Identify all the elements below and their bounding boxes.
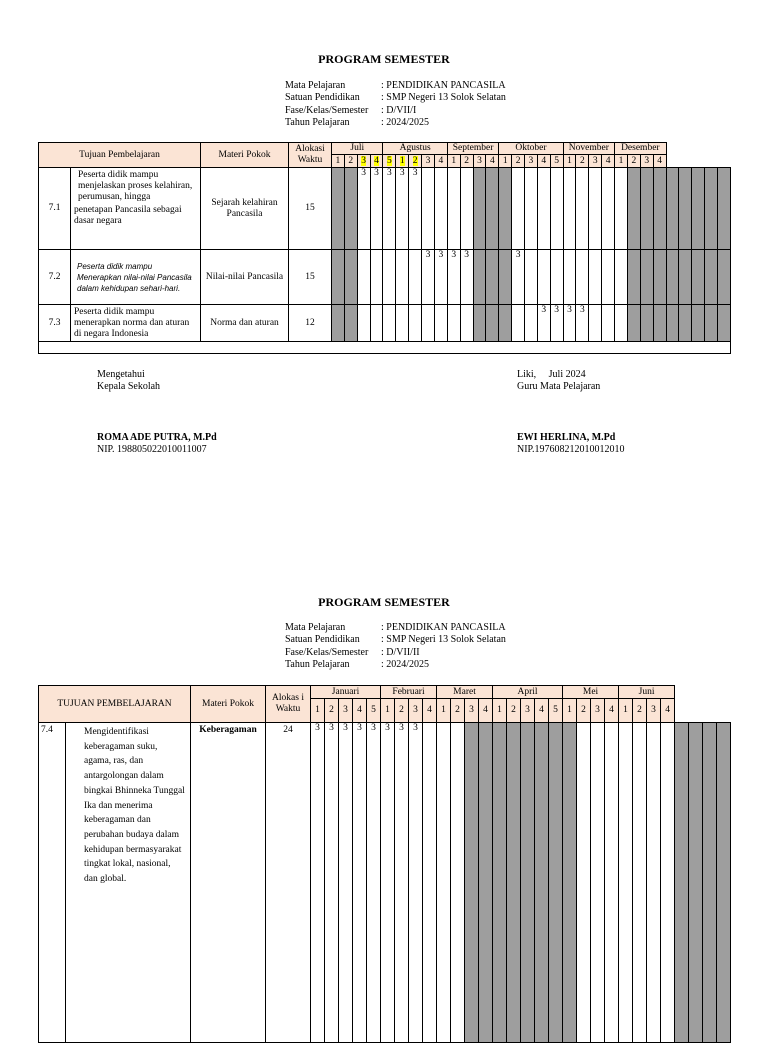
week-cell bbox=[615, 305, 628, 342]
week-cell bbox=[653, 305, 666, 342]
week-header: 1 bbox=[381, 699, 395, 723]
tp-cell: Peserta didik mampu Menerapkan nilai-nilai Pancasila dalam kehidupan sehari-hari. bbox=[71, 250, 201, 305]
meta-row bbox=[285, 622, 506, 634]
week-highlight: 1 bbox=[399, 155, 405, 166]
week-cell bbox=[479, 723, 493, 1043]
week-cell bbox=[525, 250, 538, 305]
week-cell bbox=[434, 305, 447, 342]
week-cell bbox=[537, 250, 550, 305]
meta-value: : 2024/2025 bbox=[381, 658, 430, 670]
week-cell bbox=[705, 305, 718, 342]
week-cell bbox=[640, 250, 653, 305]
materi-cell: Keberagaman bbox=[191, 723, 266, 1043]
week-cell bbox=[437, 723, 451, 1043]
week-header: 1 bbox=[499, 155, 512, 168]
week-header: 5 bbox=[550, 155, 563, 168]
meta-label: Mata Pelajaran bbox=[285, 622, 346, 633]
meta-label: Fase/Kelas/Semester bbox=[285, 646, 369, 658]
week-cell bbox=[396, 305, 409, 342]
week-cell bbox=[692, 250, 705, 305]
week-cell bbox=[653, 168, 666, 250]
week-header: 2 bbox=[507, 699, 521, 723]
semester-table-2 bbox=[38, 685, 731, 1043]
week-cell bbox=[689, 723, 703, 1043]
row-number: 7.4 bbox=[39, 723, 66, 1043]
week-cell bbox=[633, 723, 647, 1043]
row-number: 7.1 bbox=[39, 168, 71, 250]
week-header: 5 bbox=[549, 699, 563, 723]
week-cell bbox=[383, 305, 396, 342]
week-cell bbox=[460, 305, 473, 342]
month-header: November bbox=[563, 143, 614, 155]
week-cell bbox=[521, 723, 535, 1043]
month-header: Juni bbox=[619, 686, 675, 699]
meta-value: : SMP Negeri 13 Solok Selatan bbox=[381, 92, 506, 104]
week-cell: 3 bbox=[409, 723, 423, 1043]
month-header: Februari bbox=[381, 686, 437, 699]
week-cell: 3 bbox=[383, 168, 396, 250]
week-cell bbox=[370, 250, 383, 305]
page2-meta bbox=[285, 622, 506, 671]
week-cell: 3 bbox=[353, 723, 367, 1043]
week-cell bbox=[409, 305, 422, 342]
alokasi-cell: 24 bbox=[266, 723, 311, 1043]
week-cell bbox=[447, 305, 460, 342]
week-header: 3 bbox=[647, 699, 661, 723]
alokasi-cell: 15 bbox=[289, 168, 332, 250]
week-cell bbox=[383, 250, 396, 305]
month-header: April bbox=[493, 686, 563, 699]
sign-name: ROMA ADE PUTRA, M.Pd bbox=[97, 431, 217, 443]
header-alokasi: Alokas i Waktu bbox=[266, 686, 311, 723]
meta-label: Tahun Pelajaran bbox=[285, 116, 350, 128]
meta-row bbox=[285, 647, 506, 659]
meta-label: Fase/Kelas/Semester bbox=[285, 104, 369, 116]
header-alokasi: Alokasi Waktu bbox=[289, 143, 332, 168]
month-header: Mei bbox=[563, 686, 619, 699]
week-header: 1 bbox=[563, 155, 576, 168]
week-cell bbox=[679, 250, 692, 305]
week-cell bbox=[332, 305, 345, 342]
meta-row bbox=[285, 117, 506, 129]
week-cell bbox=[589, 250, 602, 305]
meta-row bbox=[285, 80, 506, 92]
week-cell: 3 bbox=[357, 168, 370, 250]
week-cell: 3 bbox=[434, 250, 447, 305]
week-cell bbox=[640, 305, 653, 342]
week-cell: 3 bbox=[537, 305, 550, 342]
week-header: 2 bbox=[577, 699, 591, 723]
sign-nip: NIP.197608212010012010 bbox=[517, 443, 625, 455]
week-cell bbox=[653, 250, 666, 305]
materi-cell: Sejarah kelahiran Pancasila bbox=[201, 168, 289, 250]
week-cell bbox=[473, 168, 486, 250]
week-header: 3 bbox=[409, 699, 423, 723]
meta-row bbox=[285, 105, 506, 117]
month-header: September bbox=[447, 143, 498, 155]
week-cell bbox=[666, 250, 679, 305]
week-cell bbox=[473, 305, 486, 342]
week-cell: 3 bbox=[370, 168, 383, 250]
week-cell: 3 bbox=[396, 168, 409, 250]
week-cell bbox=[344, 250, 357, 305]
week-header: 1 bbox=[311, 699, 325, 723]
week-header: 2 bbox=[395, 699, 409, 723]
materi-cell: Norma dan aturan bbox=[201, 305, 289, 342]
week-cell bbox=[396, 250, 409, 305]
meta-label: Satuan Pendidikan bbox=[285, 634, 360, 646]
week-header: 4 bbox=[537, 155, 550, 168]
week-cell bbox=[486, 250, 499, 305]
week-cell bbox=[423, 723, 437, 1043]
week-header: 1 bbox=[563, 699, 577, 723]
week-cell bbox=[357, 250, 370, 305]
row-number: 7.2 bbox=[39, 250, 71, 305]
empty-row bbox=[39, 342, 731, 354]
week-cell bbox=[705, 250, 718, 305]
week-cell bbox=[679, 168, 692, 250]
week-cell bbox=[434, 168, 447, 250]
sign-line1: Mengetahui bbox=[97, 369, 145, 380]
meta-value: : D/VII/II bbox=[381, 646, 420, 658]
week-cell: 3 bbox=[409, 168, 422, 250]
week-cell bbox=[332, 250, 345, 305]
month-header: Agustus bbox=[383, 143, 447, 155]
week-header: 1 bbox=[437, 699, 451, 723]
week-cell bbox=[605, 723, 619, 1043]
week-cell bbox=[563, 250, 576, 305]
week-cell bbox=[512, 305, 525, 342]
week-header: 3 bbox=[521, 699, 535, 723]
header-materi: Materi Pokok bbox=[191, 686, 266, 723]
week-header: 2 bbox=[627, 155, 640, 168]
sign-line1: Liki, Juli 2024 bbox=[517, 369, 586, 380]
month-header: Juli bbox=[332, 143, 383, 155]
week-cell bbox=[576, 168, 589, 250]
week-cell bbox=[332, 168, 345, 250]
week-cell bbox=[589, 168, 602, 250]
week-cell bbox=[627, 168, 640, 250]
sign-nip: NIP. 198805022010011007 bbox=[97, 443, 207, 455]
tp-text: Peserta didik mampu menjelaskan proses kelahiran, perumusan, hingga bbox=[78, 170, 193, 202]
week-header bbox=[396, 155, 409, 168]
week-cell bbox=[591, 723, 605, 1043]
week-cell bbox=[692, 305, 705, 342]
week-header: 4 bbox=[653, 155, 666, 168]
week-cell bbox=[451, 723, 465, 1043]
week-cell bbox=[512, 168, 525, 250]
week-cell bbox=[499, 168, 512, 250]
week-cell bbox=[666, 305, 679, 342]
week-cell: 3 bbox=[550, 305, 563, 342]
materi-cell: Nilai-nilai Pancasila bbox=[201, 250, 289, 305]
week-header: 3 bbox=[473, 155, 486, 168]
week-cell bbox=[602, 168, 615, 250]
week-header: 2 bbox=[451, 699, 465, 723]
week-cell bbox=[563, 723, 577, 1043]
week-cell bbox=[499, 305, 512, 342]
week-header: 4 bbox=[434, 155, 447, 168]
sign-name: EWI HERLINA, M.Pd bbox=[517, 431, 616, 443]
left-signature bbox=[97, 369, 217, 456]
week-cell bbox=[344, 305, 357, 342]
header-materi: Materi Pokok bbox=[201, 143, 289, 168]
week-header bbox=[409, 155, 422, 168]
month-header: Januari bbox=[311, 686, 381, 699]
sign-line2: Kepala Sekolah bbox=[97, 381, 161, 393]
week-cell: 3 bbox=[339, 723, 353, 1043]
week-cell bbox=[563, 168, 576, 250]
week-header: 4 bbox=[605, 699, 619, 723]
week-header: 3 bbox=[339, 699, 353, 723]
week-highlight: 3 bbox=[361, 155, 367, 166]
week-cell bbox=[577, 723, 591, 1043]
week-cell bbox=[499, 250, 512, 305]
page1-title: PROGRAM SEMESTER bbox=[318, 52, 450, 66]
week-cell: 3 bbox=[381, 723, 395, 1043]
week-cell bbox=[717, 305, 730, 342]
week-cell bbox=[602, 305, 615, 342]
week-cell bbox=[705, 168, 718, 250]
week-header: 4 bbox=[602, 155, 615, 168]
month-header: Desember bbox=[615, 143, 666, 155]
semester-table-1 bbox=[38, 142, 731, 354]
week-header: 4 bbox=[661, 699, 675, 723]
week-header: 3 bbox=[422, 155, 435, 168]
week-cell bbox=[627, 305, 640, 342]
month-header: Oktober bbox=[499, 143, 563, 155]
week-cell bbox=[692, 168, 705, 250]
week-header: 3 bbox=[465, 699, 479, 723]
week-cell bbox=[357, 305, 370, 342]
week-cell bbox=[409, 250, 422, 305]
meta-label: Tahun Pelajaran bbox=[285, 658, 350, 670]
week-cell bbox=[640, 168, 653, 250]
week-cell: 3 bbox=[576, 305, 589, 342]
sign-line2: Guru Mata Pelajaran bbox=[517, 381, 601, 393]
row-number: 7.3 bbox=[39, 305, 71, 342]
week-cell bbox=[627, 250, 640, 305]
week-cell bbox=[507, 723, 521, 1043]
meta-row bbox=[285, 92, 506, 104]
week-cell bbox=[460, 168, 473, 250]
week-cell bbox=[615, 168, 628, 250]
week-cell: 3 bbox=[367, 723, 381, 1043]
header-tujuan: TUJUAN PEMBELAJARAN bbox=[39, 686, 191, 723]
meta-row bbox=[285, 659, 506, 671]
week-cell bbox=[525, 168, 538, 250]
week-cell bbox=[666, 168, 679, 250]
tp-cell: Mengidentifikasi keberagaman suku, agama, ras, dan antargolongan dalam bingkai Bhinneka Tunggal Ika dan menerima keberagaman dan perubahan budaya dalam kehidupan bermasyarakat tingkat lokal, nasional, dan global. bbox=[66, 723, 191, 1043]
alokasi-cell: 15 bbox=[289, 250, 332, 305]
alokasi-cell: 12 bbox=[289, 305, 332, 342]
header-tujuan: Tujuan Pembelajaran bbox=[39, 143, 201, 168]
tp-cell: Peserta didik mampu menerapkan norma dan aturan di negara Indonesia bbox=[71, 305, 201, 342]
week-header: 1 bbox=[447, 155, 460, 168]
week-cell bbox=[675, 723, 689, 1043]
week-header: 5 bbox=[367, 699, 381, 723]
week-cell: 3 bbox=[512, 250, 525, 305]
week-cell bbox=[589, 305, 602, 342]
page2-title: PROGRAM SEMESTER bbox=[318, 595, 450, 609]
meta-label: Satuan Pendidikan bbox=[285, 92, 360, 104]
week-cell bbox=[550, 250, 563, 305]
week-cell bbox=[486, 168, 499, 250]
week-header: 3 bbox=[589, 155, 602, 168]
week-cell bbox=[647, 723, 661, 1043]
week-header: 2 bbox=[633, 699, 647, 723]
week-cell bbox=[549, 723, 563, 1043]
week-cell: 3 bbox=[460, 250, 473, 305]
week-cell bbox=[344, 168, 357, 250]
week-header: 1 bbox=[332, 155, 345, 168]
week-cell: 3 bbox=[447, 250, 460, 305]
week-cell bbox=[465, 723, 479, 1043]
week-header: 2 bbox=[576, 155, 589, 168]
week-header bbox=[383, 155, 396, 168]
week-highlight: 5 bbox=[387, 155, 392, 166]
week-cell bbox=[717, 250, 730, 305]
week-cell: 3 bbox=[422, 250, 435, 305]
week-header: 3 bbox=[525, 155, 538, 168]
week-cell bbox=[486, 305, 499, 342]
week-header: 1 bbox=[619, 699, 633, 723]
meta-row bbox=[285, 634, 506, 646]
week-header: 1 bbox=[493, 699, 507, 723]
meta-value: : PENDIDIKAN PANCASILA bbox=[381, 622, 506, 633]
week-cell bbox=[619, 723, 633, 1043]
month-header: Maret bbox=[437, 686, 493, 699]
week-header: 4 bbox=[353, 699, 367, 723]
week-cell bbox=[493, 723, 507, 1043]
page1-meta bbox=[285, 80, 506, 129]
week-cell bbox=[717, 723, 731, 1043]
week-header: 2 bbox=[325, 699, 339, 723]
week-header bbox=[370, 155, 383, 168]
week-cell bbox=[537, 168, 550, 250]
week-highlight: 4 bbox=[374, 155, 379, 166]
week-cell bbox=[661, 723, 675, 1043]
tp-cell bbox=[71, 168, 201, 250]
week-cell bbox=[525, 305, 538, 342]
meta-value: : PENDIDIKAN PANCASILA bbox=[381, 80, 506, 91]
right-signature bbox=[517, 369, 625, 456]
week-cell bbox=[602, 250, 615, 305]
meta-label: Mata Pelajaran bbox=[285, 80, 346, 91]
week-header bbox=[357, 155, 370, 168]
week-highlight: 2 bbox=[412, 155, 418, 166]
week-cell bbox=[717, 168, 730, 250]
week-header: 4 bbox=[535, 699, 549, 723]
week-cell bbox=[679, 305, 692, 342]
week-cell: 3 bbox=[325, 723, 339, 1043]
tp-text-extra: penetapan Pancasila sebagai dasar negara bbox=[74, 205, 182, 226]
week-header: 2 bbox=[512, 155, 525, 168]
week-header: 4 bbox=[486, 155, 499, 168]
week-cell bbox=[576, 250, 589, 305]
week-cell bbox=[422, 168, 435, 250]
week-header: 3 bbox=[640, 155, 653, 168]
week-cell bbox=[422, 305, 435, 342]
week-cell bbox=[615, 250, 628, 305]
week-cell: 3 bbox=[563, 305, 576, 342]
week-cell bbox=[447, 168, 460, 250]
meta-value: : D/VII/I bbox=[381, 104, 417, 116]
week-header: 3 bbox=[591, 699, 605, 723]
week-cell bbox=[703, 723, 717, 1043]
week-header: 4 bbox=[479, 699, 493, 723]
week-header: 4 bbox=[423, 699, 437, 723]
week-cell: 3 bbox=[311, 723, 325, 1043]
week-cell bbox=[535, 723, 549, 1043]
week-cell: 3 bbox=[395, 723, 409, 1043]
week-cell bbox=[473, 250, 486, 305]
meta-value: : 2024/2025 bbox=[381, 116, 430, 128]
week-header: 2 bbox=[344, 155, 357, 168]
week-header: 2 bbox=[460, 155, 473, 168]
meta-value: : SMP Negeri 13 Solok Selatan bbox=[381, 634, 506, 646]
week-cell bbox=[370, 305, 383, 342]
week-header: 1 bbox=[615, 155, 628, 168]
week-cell bbox=[550, 168, 563, 250]
